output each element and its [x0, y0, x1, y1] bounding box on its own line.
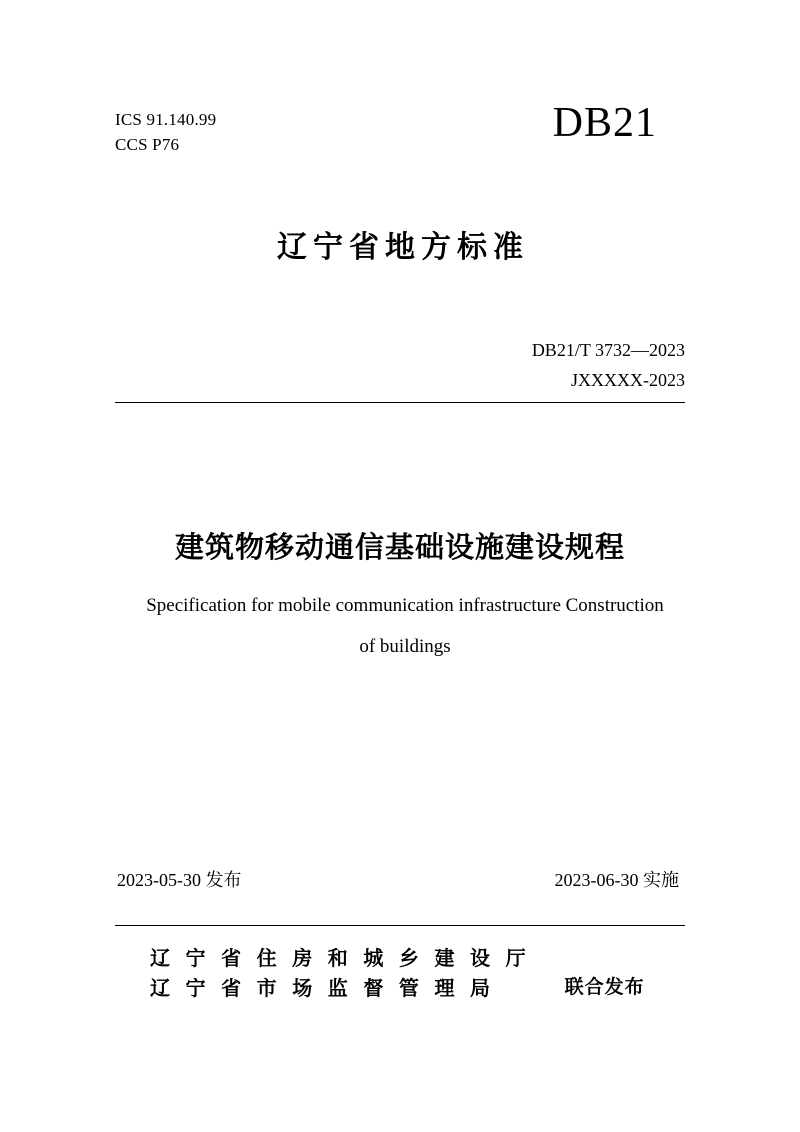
joint-issue-label: 联合发布 — [564, 976, 645, 998]
page-title: 建筑物移动通信基础设施建设规程 — [174, 532, 625, 564]
ccs-code: CCS P76 — [115, 134, 180, 154]
ics-code: ICS 91.140.99 — [115, 110, 217, 129]
bottom-divider — [115, 925, 685, 926]
publishers-block — [115, 944, 685, 1004]
record-number: JXXXXX-2023 — [571, 369, 685, 390]
top-divider — [115, 402, 685, 403]
page-title-english — [120, 586, 690, 668]
cover-header — [115, 100, 685, 157]
publisher-names — [115, 944, 531, 1004]
standard-kind-title: 辽宁省地方标准 — [277, 231, 529, 264]
english-title-line-2: of buildings — [359, 635, 451, 657]
publisher-line-1: 辽 宁 省 住 房 和 城 乡 建 设 厅 — [150, 948, 531, 970]
publisher-line-2: 辽 宁 省 市 场 监 督 管 理 局 — [150, 978, 496, 1000]
english-title-line-1: Specification for mobile communication infrastructure Construction — [146, 595, 664, 616]
dates-row — [115, 866, 685, 892]
standard-number: DB21/T 3732—2023 — [531, 340, 685, 360]
issue-date: 2023-05-30 发布 — [117, 870, 242, 890]
classification-codes — [115, 108, 216, 157]
db-code: DB21 — [552, 100, 657, 146]
effective-date: 2023-06-30 实施 — [554, 870, 679, 890]
standard-numbers — [532, 336, 685, 395]
